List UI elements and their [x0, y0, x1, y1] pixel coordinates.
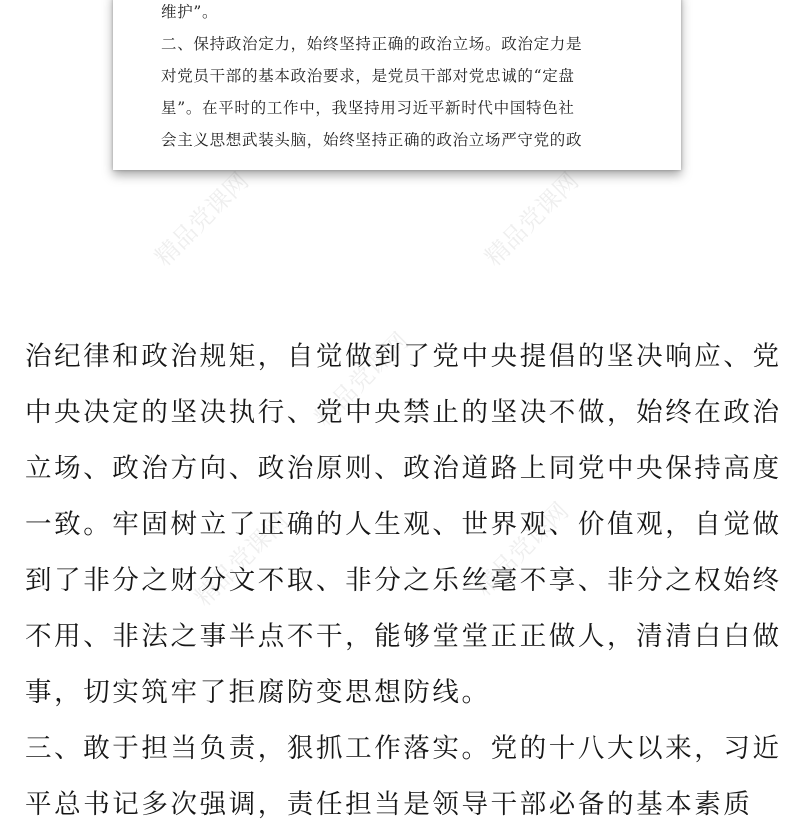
body-line: 一致。牢固树立了正确的人生观、世界观、价值观，自觉做 [25, 509, 782, 540]
body-line: 中央决定的坚决执行、党中央禁止的坚决不做，始终在政治 [25, 397, 782, 428]
watermark: 精品党课网 [469, 496, 575, 602]
watermark: 精品党课网 [309, 326, 415, 432]
body-line: 治纪律和政治规矩，自觉做到了党中央提倡的坚决响应、党 [25, 341, 782, 372]
excerpt-line: 维护”。 [161, 3, 219, 21]
excerpt-line: 会主义思想武装头脑，始终坚持正确的政治立场严守党的政 [161, 131, 583, 149]
body-text [25, 333, 785, 837]
body-line: 平总书记多次强调，责任担当是领导干部必备的基本素质 [25, 789, 753, 820]
watermark: 精品党课网 [479, 166, 585, 272]
watermark: 精品党课网 [189, 506, 295, 612]
excerpt-line: 星”。在平时的工作中，我坚持用习近平新时代中国特色社 [161, 99, 575, 117]
document-excerpt-card [113, 0, 681, 170]
excerpt-text [161, 0, 661, 156]
excerpt-line: 二、保持政治定力，始终坚持正确的政治立场。政治定力是 [161, 35, 583, 53]
excerpt-line: 对党员干部的基本政治要求，是党员干部对党忠诚的“定盘 [161, 67, 575, 85]
body-line: 到了非分之财分文不取、非分之乐丝毫不享、非分之权始终 [25, 565, 782, 596]
watermark: 精品党课网 [149, 166, 255, 272]
body-line: 三、敢于担当负责，狠抓工作落实。党的十八大以来，习近 [25, 733, 782, 764]
body-line: 不用、非法之事半点不干，能够堂堂正正做人，清清白白做 [25, 621, 782, 652]
body-line: 事，切实筑牢了拒腐防变思想防线。 [25, 677, 491, 708]
body-line: 立场、政治方向、政治原则、政治道路上同党中央保持高度 [25, 453, 782, 484]
